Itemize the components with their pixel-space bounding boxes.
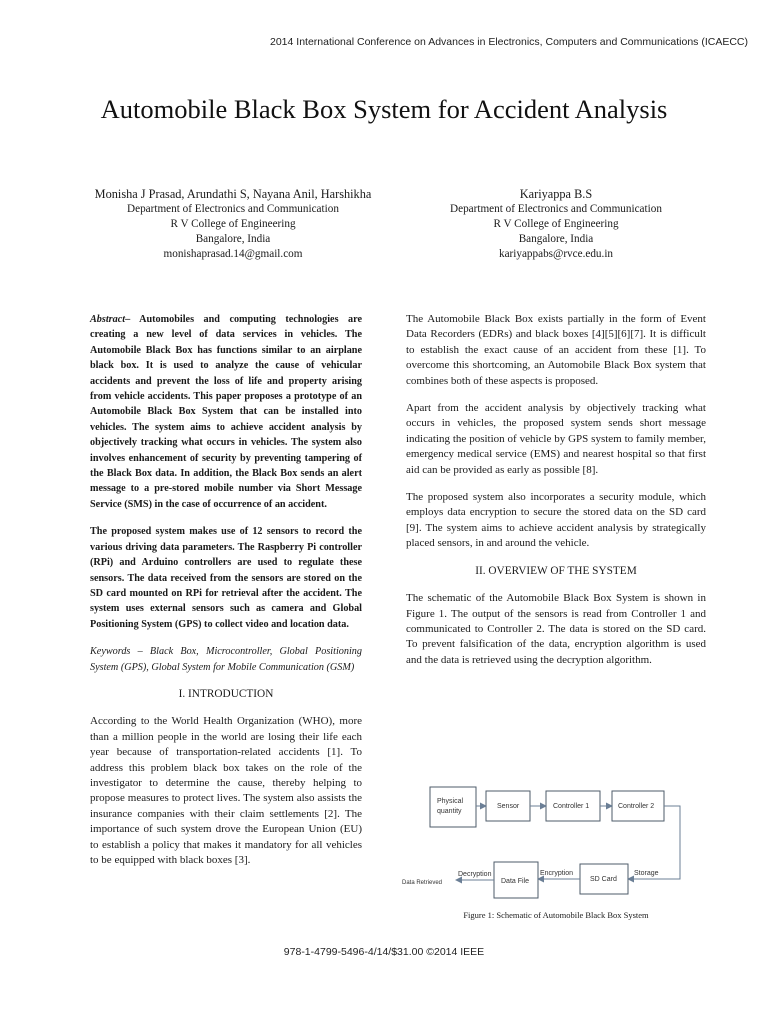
author-place: Bangalore, India (518, 233, 594, 245)
conference-header: 2014 International Conference on Advances in Electronics, Computers and Communications (ICAECC) (270, 36, 748, 48)
author-email: kariyappabs@rvce.edu.in (498, 248, 614, 260)
paper-title: Automobile Black Box System for Accident Analysis (100, 94, 668, 124)
abstract-label: Abstract (90, 314, 126, 325)
sensor-label: Sensor (497, 803, 520, 810)
schematic-figure (400, 772, 708, 904)
paragraph-gps: Apart from the accident analysis by objectively tracking what occurs in vehicles, the proposed system sends short message indicating the position of vehicle by GPS system to family member, emergency medical service (EMS) and nearest hospital so that first aid can be provided as early as possible [8]. (406, 402, 706, 476)
decryption-label: Decryption (458, 871, 492, 878)
author-block-right (406, 187, 706, 262)
physical-label: Physical (437, 798, 464, 805)
author-college: R V College of Engineering (493, 218, 619, 230)
author-names: Monisha J Prasad, Arundathi S, Nayana Anil, Harshikha (94, 187, 372, 201)
figure-caption: Figure 1: Schematic of Automobile Black Box System (463, 910, 649, 920)
controller2-label: Controller 2 (618, 803, 655, 810)
author-email: monishaprasad.14@gmail.com (163, 248, 303, 260)
left-column (90, 312, 362, 868)
right-column (406, 312, 706, 668)
physical-quantity-box (430, 787, 476, 827)
quantity-label: quantity (437, 808, 462, 815)
encryption-label: Encryption (540, 870, 574, 877)
overview-paragraph: The schematic of the Automobile Black Box System is shown in Figure 1. The output of the sensors is read from Controller 1 and communicated to Controller 2. The data is stored on the SD card. To prevent falsification of the data, encryption algorithm is used and the data is retrieved using the decryption algorithm. (406, 592, 706, 666)
data-retrieved-label: Data Retrieved (402, 880, 443, 886)
section-heading-introduction: I. INTRODUCTION (178, 687, 274, 700)
keywords: Keywords – Black Box, Microcontroller, Global Positioning System (GPS), Global System for Mobile Communication (GSM) (90, 646, 362, 673)
abstract-dash: – (125, 314, 131, 325)
abstract-text: Automobiles and computing technologies are creating a new level of data services in vehicles. The Automobile Black Box has functions similar to an airplane black box. It is used to analyze the cause of vehicular accidents and prevent the loss of life and property arising from vehicle accidents. This paper proposes a prototype of an Automobile Black Box System that can be installed into vehicles. The system aims to achieve accident analysis by objectively tracking what occurs in vehicles. The system also involves enhancement of security by preventing tampering of the Black Box data. In addition, the Black Box sends an alert message to a pre-stored mobile number via Short Message Service (SMS) in the case of occurrence of an accident. (90, 314, 362, 510)
controller1-label: Controller 1 (553, 803, 590, 810)
author-block-left (90, 187, 376, 262)
author-names: Kariyappa B.S (519, 187, 593, 201)
abstract-paragraph-2: The proposed system makes use of 12 sensors to record the various driving data parameters. The Raspberry Pi controller (RPi) and Arduino controllers are used to regulate these sensors. The data received from the sensors are stored on the SD card mounted on RPi for retrieval after the accident. The system uses external sensors such as camera and Global Positioning System (GPS) to collect video and location data. (90, 526, 362, 630)
abstract-paragraph (90, 312, 362, 512)
storage-label: Storage (634, 870, 659, 877)
author-dept: Department of Electronics and Communication (450, 203, 662, 215)
introduction-paragraph: According to the World Health Organization (WHO), more than a million people in the world are losing their life each year because of transportation-related accidents [1]. To address this problem black box takes on the role of the investigator to determine the cause, thereby helping to propose measures to protect lives. The system also assists the insurance companies with their claim settlements [2]. The importance of such system drove the European Union (EU) to establish a policy that makes it mandatory for all vehicles to be equipped with black boxes [3]. (90, 715, 362, 866)
paragraph-edr: The Automobile Black Box exists partially in the form of Event Data Recorders (EDRs) and black boxes [4][5][6][7]. It is difficult to establish the exact cause of an accident from these [1]. To overcome this shortcoming, an Automobile Black Box system that combines both of these aspects is proposed. (406, 313, 706, 387)
author-place: Bangalore, India (195, 233, 271, 245)
section-heading-overview: II. OVERVIEW OF THE SYSTEM (475, 564, 637, 577)
copyright-footer: 978-1-4799-5496-4/14/$31.00 ©2014 IEEE (283, 946, 485, 958)
author-dept: Department of Electronics and Communication (127, 203, 339, 215)
paragraph-security: The proposed system also incorporates a security module, which employs data encryption to secure the stored data on the SD card [9]. The system aims to achieve accident analysis by strategically placed sensors, in and around the vehicle. (406, 491, 706, 550)
sd-card-label: SD Card (590, 876, 617, 883)
author-college: R V College of Engineering (170, 218, 296, 230)
data-file-label: Data File (501, 878, 530, 885)
